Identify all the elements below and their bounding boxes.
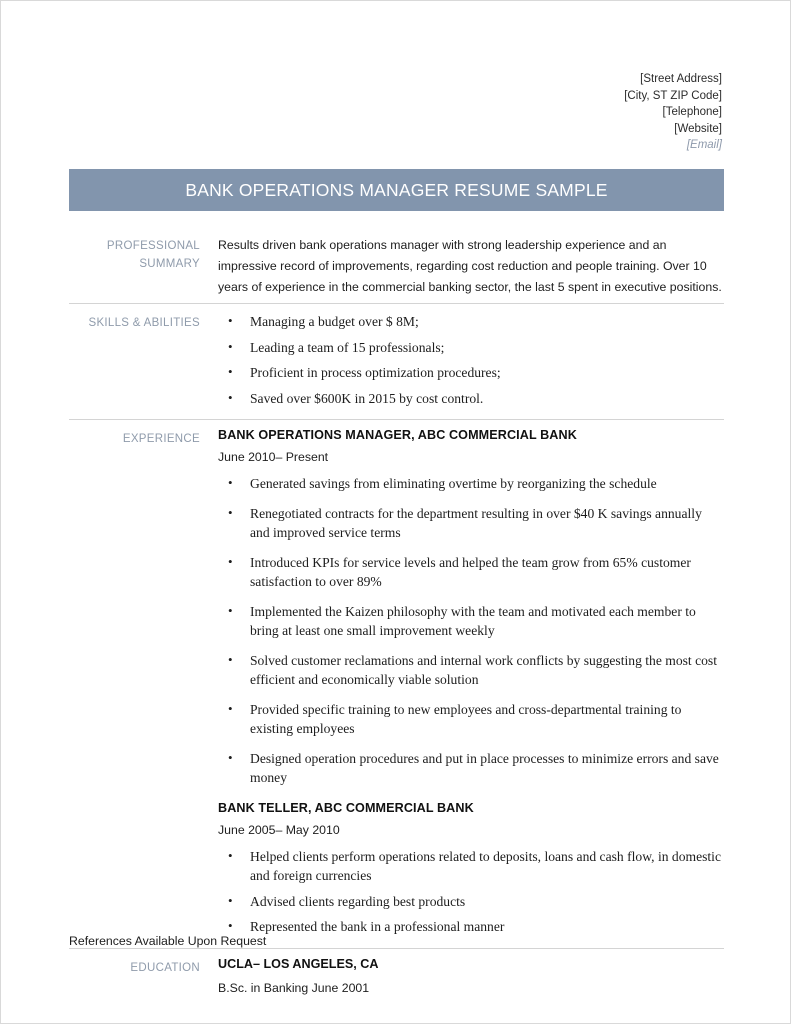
list-item: • Advised clients regarding best products [218,892,724,911]
list-item: • Generated savings from eliminating overtime by reorganizing the schedule [218,474,724,493]
job-bullets [218,847,724,936]
summary-text: Results driven bank operations manager with strong leadership experience and an impressive record of improvements, regarding cost reduction and people training. Over 10 years of experience in the commercial banking sector, the last 5 spent in executive positions. [218,238,722,294]
job-title: BANK OPERATIONS MANAGER, ABC COMMERCIAL BANK [218,428,577,442]
experience-job-1 [218,428,724,787]
section-label-education: EDUCATION [130,961,200,974]
section-label-summary [69,235,214,273]
section-experience [69,419,724,948]
job-title: BANK TELLER, ABC COMMERCIAL BANK [218,801,474,815]
job-bullets [218,474,724,787]
section-education [69,948,724,1000]
skills-body [214,312,724,414]
skills-list [218,312,724,408]
experience-body [214,428,724,943]
contact-telephone: [Telephone] [662,106,722,118]
references-note: References Available Upon Request [69,934,267,948]
summary-label-line-2: SUMMARY [139,258,200,270]
list-item: • Provided specific training to new employees and cross-departmental training to existing employees [218,700,724,738]
contact-street: [Street Address] [640,73,722,85]
list-item: • Renegotiated contracts for the department resulting in over $40 K savings annually and improved service terms [218,504,724,542]
resume-body [69,229,724,1000]
list-item: • Helped clients perform operations related to deposits, loans and cash flow, in domestic and foreign currencies [218,847,724,885]
experience-job-2 [218,801,724,936]
list-item: • Designed operation procedures and put in place processes to minimize errors and save money [218,749,724,787]
education-degree: B.Sc. in Banking June 2001 [218,980,370,995]
education-school: UCLA– LOS ANGELES, CA [218,956,379,971]
section-label-skills: SKILLS & ABILITIES [88,317,200,329]
contact-website: [Website] [674,122,722,135]
section-label-experience: EXPERIENCE [122,433,200,445]
contact-city: [City, ST ZIP Code] [624,89,722,102]
list-item: • Proficient in process optimization procedures; [218,363,724,382]
section-professional-summary [69,229,724,303]
section-skills-abilities [69,303,724,419]
list-item: • Saved over $600K in 2015 by cost control. [218,389,724,408]
job-dates: June 2010– Present [218,450,329,464]
list-item: • Introduced KPIs for service levels and helped the team grow from 65% customer satisfaction to over 89% [218,553,724,591]
list-item: • Solved customer reclamations and internal work conflicts by suggesting the most cost efficient and economically viable solution [218,651,724,689]
contact-email: [Email] [686,139,722,151]
list-item: • Implemented the Kaizen philosophy with the team and motivated each member to bring at least one small improvement weekly [218,602,724,640]
list-item: • Managing a budget over $ 8M; [218,312,724,331]
job-dates: June 2005– May 2010 [218,823,340,837]
list-item: • Leading a team of 15 professionals; [218,338,724,357]
education-body [214,957,724,995]
list-item: • Represented the bank in a professional manner [218,917,724,936]
resume-title-bar [69,169,724,211]
summary-body [214,235,724,298]
contact-block [624,71,722,154]
page-title: BANK OPERATIONS MANAGER RESUME SAMPLE [185,179,608,200]
summary-label-line-1: PROFESSIONAL [106,240,200,252]
